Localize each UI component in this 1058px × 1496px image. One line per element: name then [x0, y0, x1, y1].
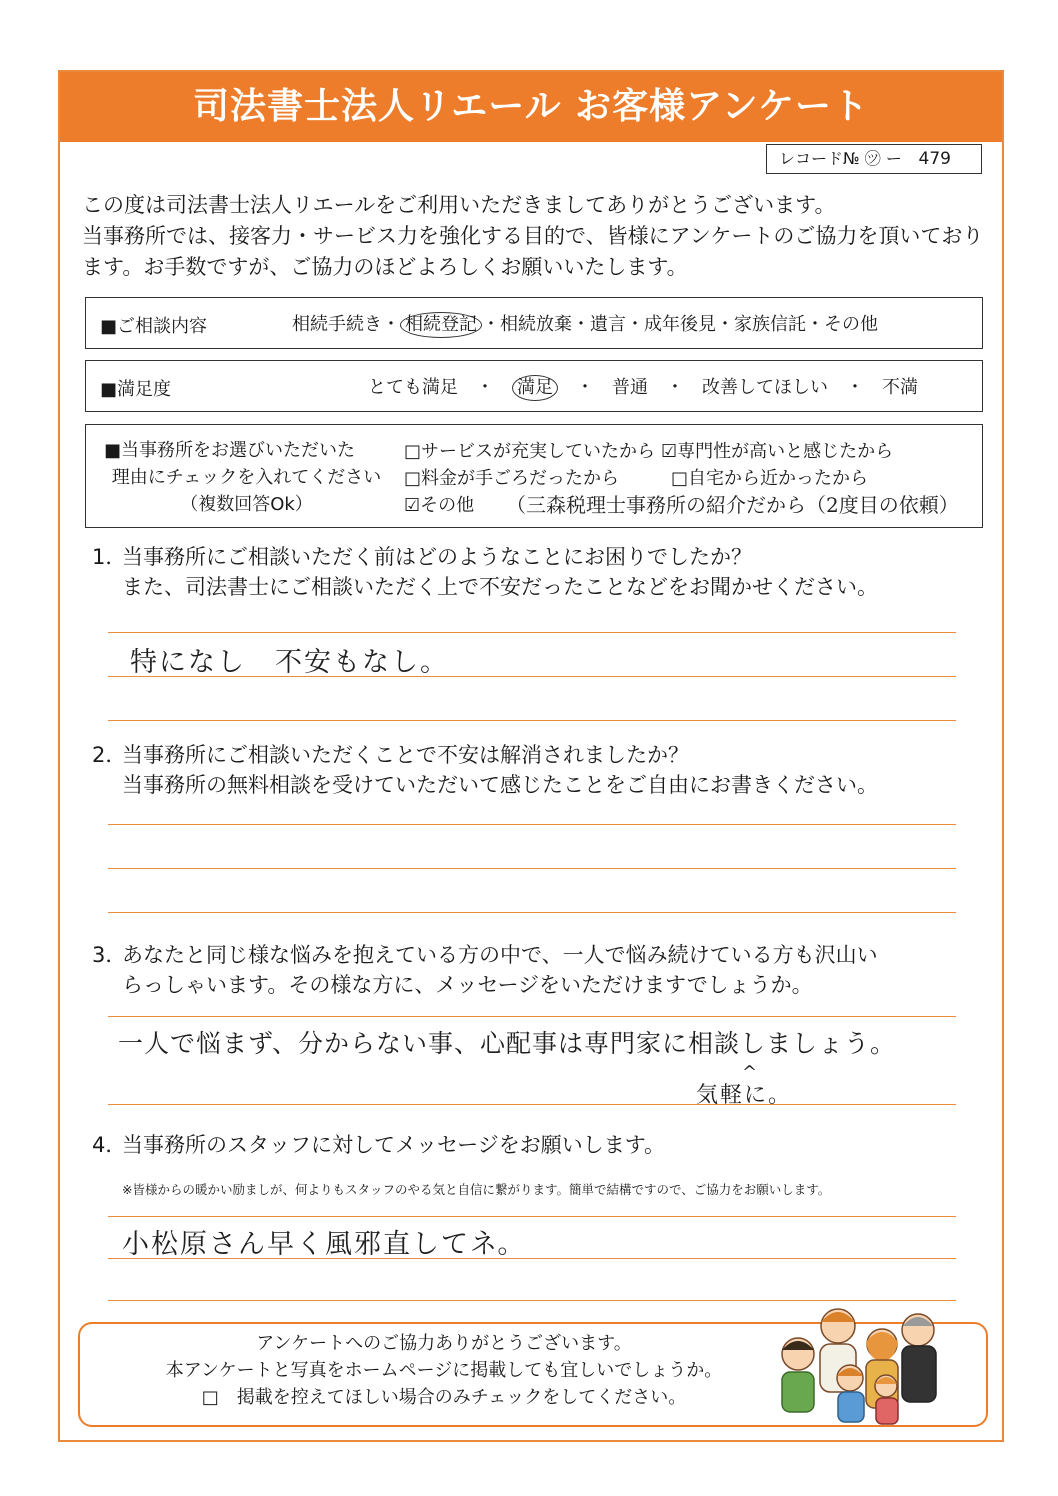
question-text: らっしゃいます。その様な方に、メッセージをいただけますでしょうか。: [122, 973, 813, 997]
question-number: 1．: [92, 545, 127, 569]
reason-other-text: （三森税理士事務所の紹介だから（2度目の依頼）: [506, 493, 959, 517]
reason-label: [104, 437, 389, 518]
consult-option[interactable]: 成年後見: [644, 314, 716, 335]
consult-box: [85, 297, 983, 349]
satisfaction-options: とても満足 ・ 満足 ・ 普通 ・ 改善してほしい ・ 不満: [368, 373, 918, 401]
record-number: 479: [918, 149, 951, 169]
question-text: また、司法書士にご相談いただく上で不安だったことなどをお聞かせください。: [122, 575, 878, 599]
question-4-note: ※皆様からの暖かい励ましが、何よりもスタッフのやる気と自信に繋がります。簡単で結構ですので、ご協力をお願いします。: [122, 1182, 831, 1197]
question-number: 4．: [92, 1133, 127, 1157]
answer-line: [108, 1258, 956, 1259]
consult-label: ■ご相談内容: [100, 316, 208, 337]
answer-3: 一人で悩まず、分からない事、心配事は専門家に相談しましょう。: [118, 1029, 897, 1058]
answer-line: [108, 824, 956, 825]
reason-label-line: ■当事務所をお選びいただいた: [104, 440, 356, 461]
question-2: [92, 740, 972, 800]
footer-line: アンケートへのご協力ありがとうございます。: [256, 1333, 632, 1354]
intro-line: ます。お手数ですが、ご協力のほどよろしくお願いいたします。: [82, 255, 688, 279]
question-1: [92, 542, 972, 602]
question-4: [92, 1130, 972, 1160]
family-illustration-icon: [766, 1288, 976, 1428]
answer-line: [108, 1104, 956, 1105]
footer-text: [164, 1330, 724, 1411]
page-title: 司法書士法人リエール お客様アンケート: [60, 72, 1002, 142]
satisfaction-option[interactable]: 普通: [612, 377, 648, 398]
question-number: 2．: [92, 743, 127, 767]
consult-option[interactable]: 遺言: [590, 314, 626, 335]
answer-line: [108, 720, 956, 721]
consult-options: 相続手続き・ 相続登記 ・相続放棄・遺言・成年後見・家族信託・その他: [292, 310, 878, 338]
footer-box: [78, 1322, 988, 1427]
reason-label-line: 理由にチェックを入れてください: [111, 467, 382, 488]
answer-line: [108, 1016, 956, 1017]
consult-option[interactable]: 相続手続き: [292, 314, 382, 335]
satisfaction-option[interactable]: とても満足: [368, 377, 458, 398]
answer-4: 小松原さん早く風邪直してネ。: [122, 1229, 527, 1260]
reason-other-checkbox[interactable]: ☑その他: [404, 495, 475, 516]
answer-3-insert: 気軽に。: [696, 1083, 793, 1108]
answer-3-insert-mark: ^: [742, 1062, 760, 1083]
intro-line: この度は司法書士法人リエールをご利用いただきましてありがとうございます。: [82, 193, 836, 217]
question-text: 当事務所にご相談いただくことで不安は解消されましたか？: [122, 743, 689, 767]
reason-service-checkbox[interactable]: □サービスが充実していたから: [404, 441, 656, 462]
reason-price-checkbox[interactable]: □料金が手ごろだったから: [404, 468, 620, 489]
reason-label-line: （複数回答Ok）: [180, 494, 313, 515]
question-text: 当事務所にご相談いただく前はどのようなことにお困りでしたか？: [122, 545, 752, 569]
question-text: あなたと同じ様な悩みを抱えている方の中で、一人で悩み続けている方も沢山い: [122, 943, 878, 967]
footer-line: 本アンケートと写真をホームページに掲載しても宜しいでしょうか。: [165, 1360, 723, 1381]
intro-text: [82, 190, 992, 283]
answer-line: [108, 912, 956, 913]
intro-line: 当事務所では、接客力・サービス力を強化する目的で、皆様にアンケートのご協力を頂いており: [82, 224, 984, 248]
question-number: 3．: [92, 943, 127, 967]
record-label: レコード№ ㋡ ー: [779, 149, 902, 168]
reason-expert-checkbox[interactable]: ☑専門性が高いと感じたから: [661, 441, 894, 462]
satisfaction-option[interactable]: 不満: [882, 377, 918, 398]
reason-near-checkbox[interactable]: □自宅から近かったから: [671, 468, 869, 489]
consult-option-selected[interactable]: 相続登記: [400, 312, 482, 338]
answer-1: 特になし 不安もなし。: [130, 647, 449, 678]
consult-option[interactable]: 家族信託: [734, 314, 806, 335]
footer-line[interactable]: □ 掲載を控えてほしい場合のみチェックをしてください。: [201, 1387, 687, 1408]
consult-option[interactable]: 相続放棄: [500, 314, 572, 335]
question-text: 当事務所のスタッフに対してメッセージをお願いします。: [122, 1133, 666, 1157]
answer-line: [108, 868, 956, 869]
question-text: 当事務所の無料相談を受けていただいて感じたことをご自由にお書きください。: [122, 773, 878, 797]
answer-line: [108, 676, 956, 677]
question-3: [92, 940, 972, 1000]
answer-line: [108, 632, 956, 633]
satisfaction-box: [85, 360, 983, 412]
reason-box: [85, 424, 983, 528]
satisfaction-option[interactable]: 改善してほしい: [702, 377, 828, 398]
answer-line: [108, 1216, 956, 1217]
satisfaction-label: ■満足度: [100, 379, 172, 400]
survey-sheet: [58, 70, 1004, 1442]
satisfaction-option-selected[interactable]: 満足: [512, 375, 558, 401]
consult-option[interactable]: その他: [824, 314, 878, 335]
record-number-box: [766, 144, 982, 174]
